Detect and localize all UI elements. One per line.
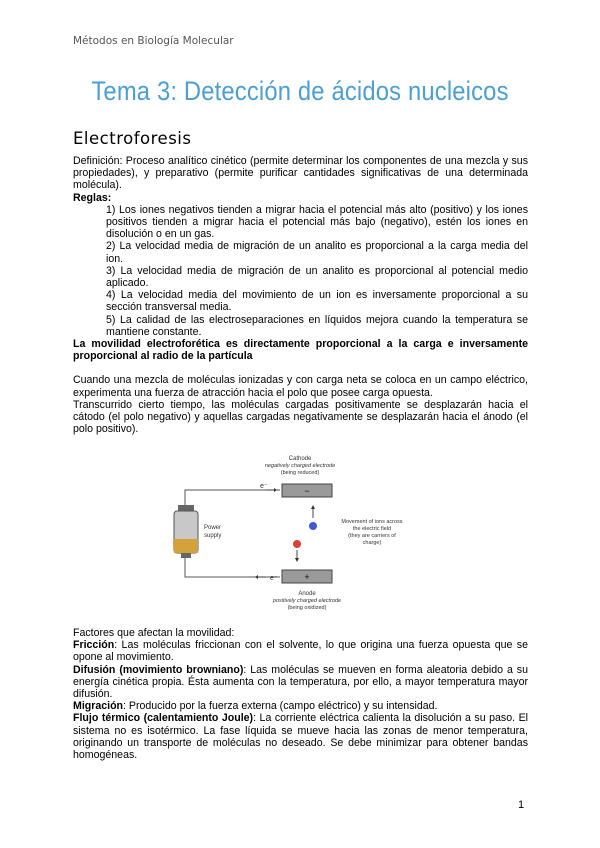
paragraph-1: Cuando una mezcla de moléculas ionizadas y con carga neta se coloca en un campo eléctrico, experimenta una fuerza de atracción hacia el polo que posee carga opuesta. [73, 374, 528, 399]
anode-label: Anode [298, 591, 316, 597]
factor-term: Flujo térmico (calentamiento Joule) [73, 712, 254, 725]
electron-arrowhead-top [274, 488, 277, 492]
cathode-desc: negatively charged electrode [264, 463, 336, 469]
factor-term: Difusión (movimiento browniano) [73, 663, 244, 676]
paragraph-2: Transcurrido cierto tiempo, las moléculas cargadas positivamente se desplazarán hacia el cátodo (el polo negativo) y aquellas cargadas negativamente se desplazarán hacia el ánodo (el polo positivo). [73, 398, 528, 436]
electrophoresis-diagram [170, 453, 440, 618]
text-block-top [73, 155, 528, 435]
rule-item: 4) La velocidad media del movimiento de un ion es inversamente proporcional a su sección transversal media. [106, 289, 528, 314]
factor-text: : Las moléculas se mueven en forma aleatoria debido a su energía cinética propia. Ésta aumenta con la temperatura, por ello, a mayor temperatura mayor difusión. [73, 663, 528, 701]
cathode-sign: − [304, 486, 310, 496]
electron-label-top: e⁻ [260, 483, 268, 490]
definition-paragraph [73, 155, 528, 192]
factor-text: : La corriente eléctrica calienta la disolución a su paso. El sistema no es isotérmico. La fase líquida se mueve hacia las zonas de menor temperatura, originando un transporte de moléculas no deseado. Se debe minimizar para obtener bandas homogéneas. [73, 712, 528, 762]
cathode-state: (being reduced) [280, 470, 320, 476]
running-header: Métodos en Biología Molecular [73, 35, 234, 47]
anode-sign: + [304, 572, 310, 582]
electron-label-bottom: e⁻ [270, 575, 278, 582]
anode-desc: positively charged electrode [272, 598, 342, 604]
text-block-bottom [73, 627, 528, 761]
movement-label-4: charge) [362, 540, 382, 546]
factor-text: : Las moléculas friccionan con el solvente, lo que origina una fuerza opuesta que se opone al movimiento. [73, 639, 528, 664]
mobility-statement-text: La movilidad electroforética es directamente proporcional a la carga e inversamente proporcional al radio de la partícula [73, 338, 528, 363]
anion-icon [293, 540, 301, 548]
electron-arrowhead-bottom [255, 575, 258, 579]
anion-arrowhead [295, 558, 299, 562]
page-number: 1 [518, 799, 525, 811]
battery-band [174, 539, 198, 553]
cation-arrowhead [311, 505, 315, 509]
supply-label: supply [204, 533, 222, 539]
rules-label-text: Reglas: [73, 191, 112, 204]
rule-item: 5) La calidad de las electroseparaciones en líquidos mejora cuando la temperatura se mantiene constante. [106, 313, 528, 338]
factor-item [73, 664, 528, 701]
cation-icon [309, 522, 317, 530]
rules-label [73, 192, 528, 204]
factor-text: : Producido por la fuerza externa (campo eléctrico) y su intensidad. [123, 700, 438, 713]
section-title: Electroforesis [73, 129, 192, 148]
factor-term: Migración [73, 700, 124, 713]
movement-label-2: the electric field [352, 526, 392, 532]
factor-term: Fricción [73, 639, 115, 652]
factor-item [73, 700, 528, 712]
definition-label: Definición: [73, 155, 123, 167]
cathode-label: Cathode [288, 456, 312, 462]
battery-terminal [181, 553, 191, 558]
rule-item: 3) La velocidad media de migración de un analito es proporcional al potencial medio aplicado. [106, 264, 528, 290]
rule-item: 2) La velocidad media de migración de un analito es proporcional a la carga media del ion. [106, 240, 528, 265]
mobility-statement [73, 338, 528, 362]
page-title: Tema 3: Detección de ácidos nucleicos [91, 76, 509, 106]
anode-state: (being oxidized) [287, 605, 327, 611]
factor-item [73, 639, 528, 663]
spacer [73, 362, 528, 374]
power-label: Power [204, 525, 222, 531]
rule-item: 1) Los iones negativos tienden a migrar hacia el potencial más alto (positivo) y los iones positivos tienden a migrar hacia el potencial más bajo (negativo), estén los iones en disolución o en un gas. [106, 203, 528, 241]
movement-label-3: (they are carriers of [348, 533, 396, 539]
wire-top [185, 490, 280, 511]
rules-list [73, 204, 528, 338]
movement-label-1: Movement of ions across [341, 519, 403, 525]
factors-intro: Factores que afectan la movilidad: [73, 627, 235, 639]
factor-item [73, 712, 528, 761]
wire-bottom [185, 553, 280, 577]
definition-text: Proceso analítico cinético (permite determinar los componentes de una mezcla y sus propiedades), y preparativo (permite purificar cantidades significativas de una determinada molécula). [73, 155, 528, 192]
